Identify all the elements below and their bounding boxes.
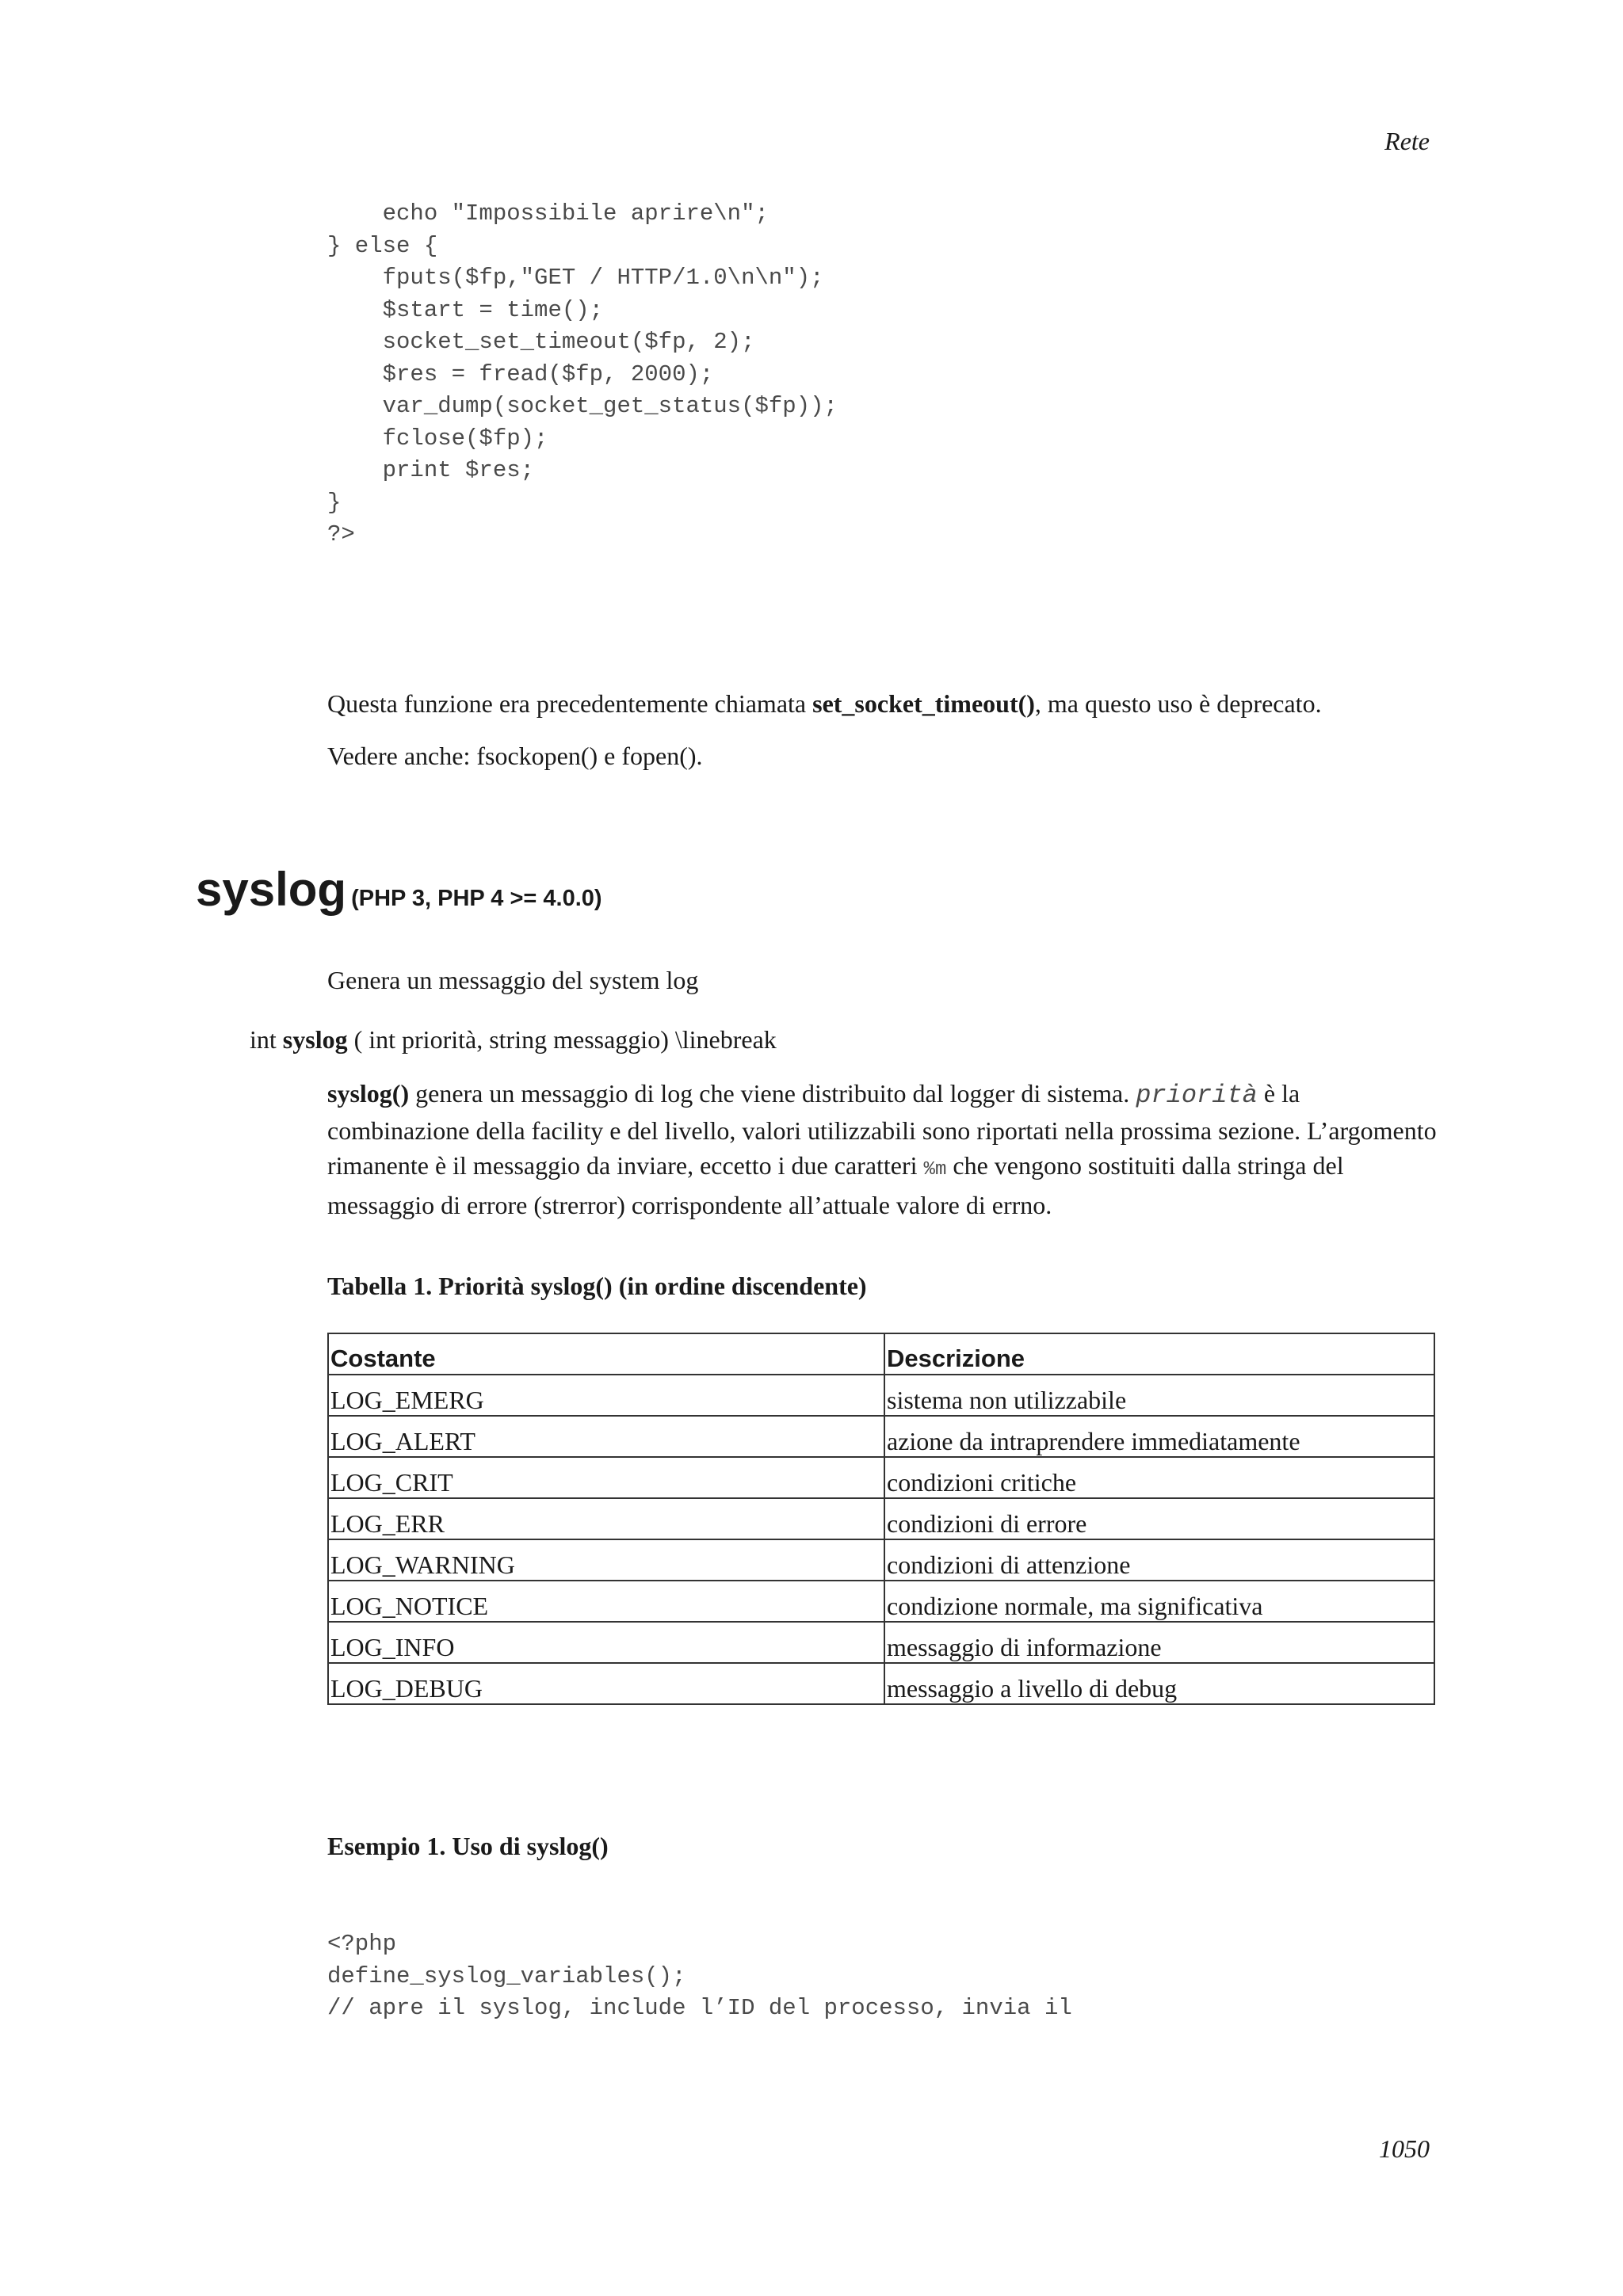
description-function-name: syslog() [327,1079,410,1108]
table-row [328,1457,1434,1498]
table-cell-description: messaggio a livello di debug [884,1663,1434,1704]
table-row [328,1498,1434,1539]
table-row [328,1663,1434,1704]
function-name: syslog [196,863,347,916]
function-description [327,1076,1437,1222]
code-line: echo "Impossibile aprire\n"; [327,200,769,227]
code-line: socket_set_timeout($fp, 2); [327,329,755,355]
table-cell-description: sistema non utilizzabile [884,1375,1434,1416]
table-header-row [328,1333,1434,1375]
deprecated-note-text-end: , ma questo uso è deprecato. [1034,689,1322,718]
table-row [328,1375,1434,1416]
code-line: } else { [327,232,438,259]
table-header-cell: Descrizione [884,1333,1434,1375]
code-line: <?php [327,1931,397,1957]
table-cell-constant: LOG_EMERG [328,1375,884,1416]
function-purpose: Genera un messaggio del system log [327,966,699,994]
code-line: var_dump(socket_get_status($fp)); [327,393,838,419]
code-block-example [327,1928,1072,2025]
table-row [328,1581,1434,1622]
code-line: $start = time(); [327,296,604,323]
code-line: print $res; [327,457,535,483]
table-cell-constant: LOG_DEBUG [328,1663,884,1704]
table-header-cell: Costante [328,1333,884,1375]
description-parameter: priorità [1136,1081,1258,1110]
code-block-top [327,198,838,551]
priority-table [327,1333,1435,1705]
deprecated-note-text: Questa funzione era precedentemente chiamata [327,689,813,718]
code-line: fputs($fp,"GET / HTTP/1.0\n\n"); [327,265,824,291]
table-cell-description: condizioni critiche [884,1457,1434,1498]
table-cell-description: messaggio di informazione [884,1622,1434,1663]
example-caption: Esempio 1. Uso di syslog() [327,1832,609,1860]
table-cell-description: condizioni di attenzione [884,1539,1434,1581]
table-cell-constant: LOG_ERR [328,1498,884,1539]
deprecated-function-name: set_socket_timeout() [812,689,1035,718]
table-cell-description: condizioni di errore [884,1498,1434,1539]
table-caption: Tabella 1. Priorità syslog() (in ordine discendente) [327,1272,867,1300]
running-header: Rete [1384,127,1430,155]
table-cell-constant: LOG_INFO [328,1622,884,1663]
description-text: è la combinazione della facility e del livello, valori utilizzabili sono riportati nella prossima sezione. L’argomento rimanente è il messaggio da inviare, eccetto i due caratteri [327,1079,1437,1180]
code-line: $res = fread($fp, 2000); [327,360,714,387]
code-line: // apre il syslog, include l’ID del processo, invia il [327,1995,1072,2021]
code-line: } [327,489,342,516]
code-line: define_syslog_variables(); [327,1962,686,1989]
description-text: che vengono sostituiti dalla stringa del messaggio di errore (strerror) corrispondente all’attuale valore di errno. [327,1151,1344,1219]
description-inline-code: %m [923,1159,947,1180]
code-line: ?> [327,521,355,547]
signature-return-type: int [250,1025,277,1054]
table-cell-constant: LOG_CRIT [328,1457,884,1498]
page-number: 1050 [1379,2134,1430,2163]
code-line: fclose($fp); [327,425,548,452]
table-row [328,1416,1434,1457]
table-cell-description: condizione normale, ma significativa [884,1581,1434,1622]
table-row [328,1539,1434,1581]
table-cell-constant: LOG_ALERT [328,1416,884,1457]
table-row [328,1622,1434,1663]
function-signature [250,1025,777,1055]
deprecated-note [327,686,1322,721]
signature-function-name: syslog [282,1025,348,1054]
signature-params: ( int priorità, string messaggio) \linebreak [353,1025,777,1054]
function-version: (PHP 3, PHP 4 >= 4.0.0) [351,886,602,911]
function-heading [196,862,602,917]
table-cell-constant: LOG_WARNING [328,1539,884,1581]
description-text: genera un messaggio di log che viene distribuito dal logger di sistema. [409,1079,1136,1108]
see-also: Vedere anche: fsockopen() e fopen(). [327,742,703,770]
table-cell-constant: LOG_NOTICE [328,1581,884,1622]
table-cell-description: azione da intraprendere immediatamente [884,1416,1434,1457]
